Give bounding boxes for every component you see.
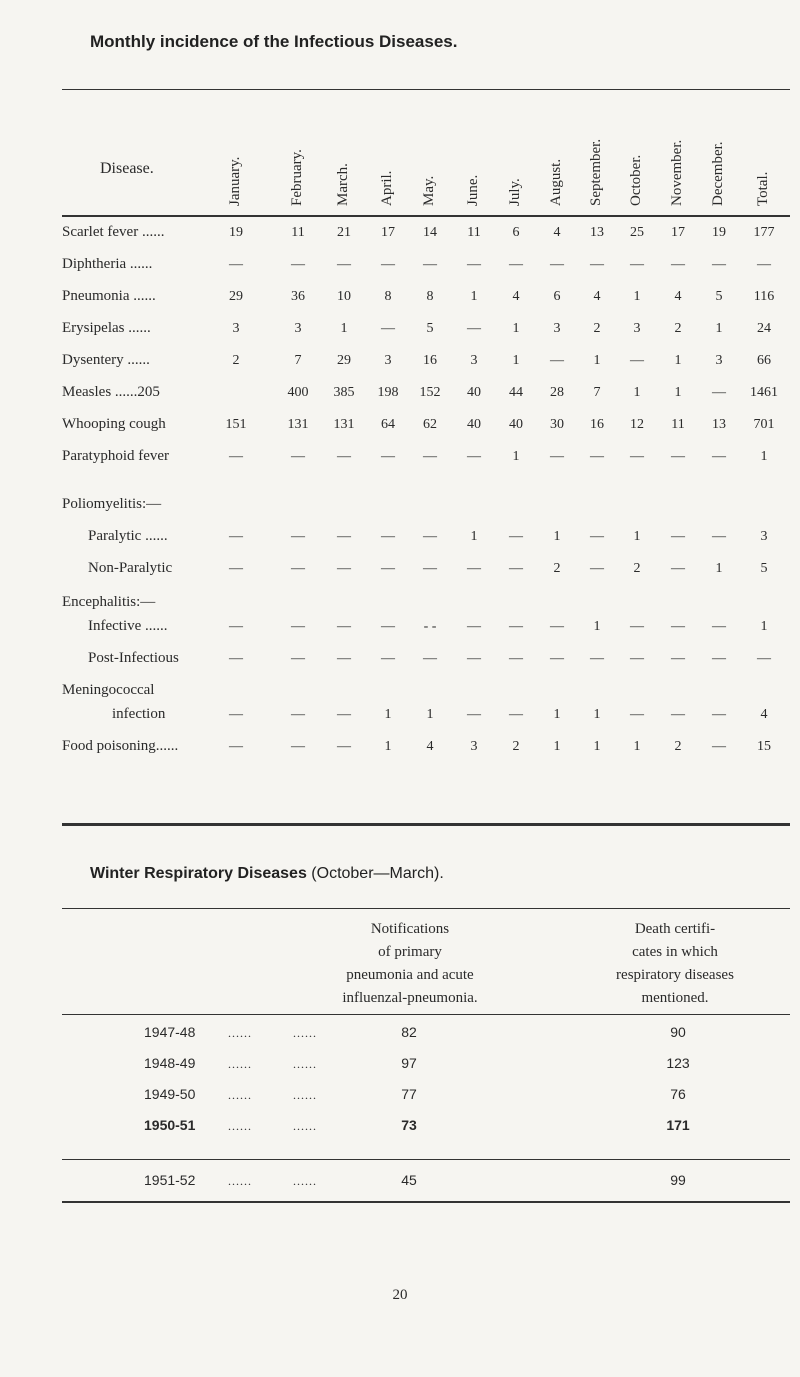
disease-label: Food poisoning......: [62, 738, 179, 754]
month-column-header: February.: [289, 149, 305, 206]
table-cell: —: [337, 707, 351, 722]
deaths-header-line: mentioned.: [641, 990, 709, 1006]
table-cell: 2: [593, 321, 601, 336]
disease-label: Paralytic ......: [88, 528, 168, 544]
disease-label: Erysipelas ......: [62, 320, 151, 336]
table-cell: 16: [590, 417, 604, 432]
table-cell: 8: [384, 289, 392, 304]
monthly-table-title: Monthly incidence of the Infectious Diseases.: [90, 32, 458, 51]
table-cell: 16: [423, 353, 437, 368]
table-cell: 4: [760, 707, 768, 722]
table-cell: 1: [512, 353, 520, 368]
table-cell: 1: [593, 353, 601, 368]
month-column-header: January.: [227, 156, 243, 206]
winter-notifications-value: 45: [401, 1172, 417, 1188]
notifications-header-line: of primary: [378, 944, 442, 960]
disease-label: Diphtheria ......: [62, 256, 153, 272]
table-cell: 2: [553, 561, 561, 576]
table-cell: —: [381, 257, 395, 272]
month-column-header: March.: [335, 163, 351, 206]
table-cell: —: [671, 257, 685, 272]
table-cell: 3: [470, 353, 478, 368]
table-cell: —: [467, 321, 481, 336]
table-cell: —: [229, 449, 243, 464]
table-cell: —: [550, 619, 564, 634]
table-cell: 3: [294, 321, 302, 336]
table-cell: —: [291, 651, 305, 666]
table-cell: 701: [753, 417, 775, 432]
table-cell: 14: [423, 225, 437, 240]
notifications-column-header: [280, 918, 540, 1010]
winter-year: 1947-48: [144, 1024, 196, 1040]
table-cell: —: [712, 739, 726, 754]
disease-label: infection: [112, 706, 166, 722]
table-cell: —: [467, 449, 481, 464]
table-cell: 3: [232, 321, 240, 336]
table-cell: —: [671, 449, 685, 464]
table-cell: —: [423, 529, 437, 544]
table-cell: 4: [426, 739, 434, 754]
table-cell: —: [291, 257, 305, 272]
winter-title-rest: (October—March).: [306, 865, 444, 882]
table-cell: —: [229, 257, 243, 272]
table-cell: —: [757, 257, 771, 272]
table-cell: —: [671, 619, 685, 634]
table-cell: —: [467, 561, 481, 576]
table-cell: —: [423, 449, 437, 464]
table-cell: —: [229, 619, 243, 634]
disease-label: Non-Paralytic: [88, 560, 173, 576]
deaths-column-header: [560, 918, 790, 1010]
winter-top-rule: [62, 908, 790, 909]
table-cell: —: [590, 529, 604, 544]
winter-year: 1951-52: [144, 1172, 196, 1188]
table-cell: —: [381, 529, 395, 544]
notifications-header-line: pneumonia and acute: [346, 967, 474, 983]
table-cell: —: [291, 707, 305, 722]
table-cell: —: [467, 651, 481, 666]
table-cell: 2: [232, 353, 240, 368]
table-cell: —: [509, 619, 523, 634]
table-cell: 5: [426, 321, 434, 336]
table-cell: 6: [512, 225, 520, 240]
table-cell: —: [381, 561, 395, 576]
table-cell: 4: [512, 289, 520, 304]
table-cell: —: [381, 651, 395, 666]
winter-dots: ......: [293, 1088, 317, 1102]
winter-title-bold: Winter Respiratory Diseases: [90, 865, 307, 882]
table-cell: —: [590, 651, 604, 666]
winter-dots: ......: [293, 1026, 317, 1040]
winter-bottom-rule: [62, 1201, 790, 1203]
table-cell: —: [229, 561, 243, 576]
table-cell: 40: [467, 417, 481, 432]
table-cell: 17: [381, 225, 395, 240]
winter-deaths-value: 171: [666, 1117, 690, 1133]
disease-label: Scarlet fever ......: [62, 224, 165, 240]
table-cell: —: [337, 651, 351, 666]
table-cell: 30: [550, 417, 564, 432]
winter-deaths-value: 123: [666, 1055, 690, 1071]
table-cell: 1: [553, 739, 561, 754]
table-cell: 1: [760, 619, 768, 634]
disease-label: Dysentery ......: [62, 352, 150, 368]
table-top-rule: [62, 89, 790, 90]
table-cell: 1: [715, 561, 723, 576]
table-cell: —: [291, 561, 305, 576]
table-cell: —: [337, 529, 351, 544]
notifications-header-line: influenzal-pneumonia.: [342, 990, 478, 1006]
table-cell: —: [509, 561, 523, 576]
table-cell: 131: [333, 417, 355, 432]
table-cell: 1: [633, 529, 641, 544]
table-cell: 40: [467, 385, 481, 400]
table-cell: —: [337, 619, 351, 634]
table-cell: —: [381, 449, 395, 464]
table-cell: —: [590, 257, 604, 272]
table-cell: 6: [553, 289, 561, 304]
table-cell: 11: [671, 417, 685, 432]
table-cell: —: [712, 651, 726, 666]
table-cell: —: [509, 257, 523, 272]
table-cell: —: [630, 651, 644, 666]
table-cell: —: [590, 561, 604, 576]
month-column-header: April.: [379, 170, 395, 206]
table-cell: 8: [426, 289, 434, 304]
table-cell: —: [671, 707, 685, 722]
table-cell: —: [381, 321, 395, 336]
disease-label: Post-Infectious: [88, 650, 179, 666]
table-cell: 15: [757, 739, 771, 754]
disease-label: Measles ......205: [62, 384, 160, 400]
table-cell: —: [550, 651, 564, 666]
table-cell: 1: [553, 707, 561, 722]
table-cell: 10: [337, 289, 351, 304]
disease-label: Infective ......: [88, 618, 168, 634]
table-cell: 1: [384, 707, 392, 722]
table-cell: —: [291, 529, 305, 544]
header-bottom-rule: [62, 215, 790, 217]
table-cell: 5: [760, 561, 768, 576]
table-cell: —: [630, 449, 644, 464]
table-cell: —: [229, 707, 243, 722]
disease-label: Encephalitis:—: [62, 594, 156, 610]
disease-label: Pneumonia ......: [62, 288, 156, 304]
table-cell: 1: [593, 739, 601, 754]
table-cell: —: [630, 707, 644, 722]
table-cell: —: [467, 257, 481, 272]
winter-dots: ......: [228, 1174, 252, 1188]
table-cell: —: [712, 257, 726, 272]
month-column-header: August.: [548, 158, 564, 206]
table-cell: —: [337, 449, 351, 464]
disease-label: Poliomyelitis:—: [62, 496, 162, 512]
table-cell: 64: [381, 417, 395, 432]
table-cell: 29: [337, 353, 351, 368]
table-cell: 3: [633, 321, 641, 336]
winter-mid-rule: [62, 1159, 790, 1160]
month-column-header: November.: [669, 139, 685, 206]
winter-dots: ......: [228, 1088, 252, 1102]
table-cell: —: [712, 707, 726, 722]
deaths-header-line: respiratory diseases: [616, 967, 734, 983]
table-cell: 1: [715, 321, 723, 336]
table-cell: —: [467, 707, 481, 722]
table-cell: 66: [757, 353, 771, 368]
table-cell: 1: [470, 289, 478, 304]
table-cell: 36: [291, 289, 305, 304]
table-cell: —: [630, 353, 644, 368]
table-cell: 385: [333, 385, 355, 400]
winter-deaths-value: 76: [670, 1086, 686, 1102]
table-cell: 3: [470, 739, 478, 754]
winter-dots: ......: [228, 1026, 252, 1040]
table-cell: —: [712, 619, 726, 634]
table-cell: 13: [590, 225, 604, 240]
table-cell: 2: [674, 321, 682, 336]
table-cell: 400: [287, 385, 309, 400]
table-cell: 1: [426, 707, 434, 722]
table-cell: —: [590, 449, 604, 464]
winter-deaths-value: 90: [670, 1024, 686, 1040]
table-cell: 25: [630, 225, 644, 240]
table-cell: —: [712, 385, 726, 400]
table-cell: —: [291, 449, 305, 464]
table-cell: 12: [630, 417, 644, 432]
table-cell: 3: [553, 321, 561, 336]
table-cell: 1: [760, 449, 768, 464]
table-cell: 2: [512, 739, 520, 754]
disease-label: Meningococcal: [62, 682, 155, 698]
table-cell: 17: [671, 225, 685, 240]
winter-year: 1948-49: [144, 1055, 196, 1071]
table-cell: —: [229, 739, 243, 754]
table-cell: —: [550, 353, 564, 368]
table-cell: 151: [225, 417, 247, 432]
winter-deaths-value: 99: [670, 1172, 686, 1188]
table-cell: —: [671, 529, 685, 544]
table-cell: —: [381, 619, 395, 634]
table-cell: 3: [760, 529, 768, 544]
deaths-header-line: cates in which: [632, 944, 718, 960]
table-cell: 1: [553, 529, 561, 544]
page-number: 20: [392, 1287, 408, 1303]
table-cell: 1: [633, 385, 641, 400]
table-cell: 19: [712, 225, 726, 240]
table-cell: 28: [550, 385, 564, 400]
table-cell: —: [509, 651, 523, 666]
table-cell: 4: [674, 289, 682, 304]
table-cell: 3: [715, 353, 723, 368]
month-column-header: September.: [588, 138, 604, 206]
table-cell: —: [630, 619, 644, 634]
table-cell: —: [671, 651, 685, 666]
table-cell: —: [712, 529, 726, 544]
table-cell: 1: [512, 449, 520, 464]
winter-notifications-value: 97: [401, 1055, 417, 1071]
table-cell: 4: [593, 289, 601, 304]
table-cell: 131: [287, 417, 309, 432]
table-cell: - -: [423, 619, 437, 634]
winter-dots: ......: [293, 1119, 317, 1133]
table-cell: 3: [384, 353, 392, 368]
winter-notifications-value: 82: [401, 1024, 417, 1040]
table-cell: 2: [633, 561, 641, 576]
notifications-header-line: Notifications: [370, 921, 450, 937]
table-cell: 21: [337, 225, 351, 240]
table-cell: —: [423, 561, 437, 576]
table-cell: 177: [753, 225, 775, 240]
deaths-header-line: Death certifi-: [634, 921, 716, 937]
winter-dots: ......: [293, 1057, 317, 1071]
table-cell: —: [630, 257, 644, 272]
table-cell: —: [671, 561, 685, 576]
table-cell: 152: [419, 385, 441, 400]
table-cell: 7: [294, 353, 302, 368]
month-column-header: December.: [710, 141, 726, 206]
table-cell: —: [757, 651, 771, 666]
table-cell: 24: [757, 321, 771, 336]
table-cell: 1: [593, 619, 601, 634]
month-column-header: October.: [628, 154, 644, 206]
table-cell: 62: [423, 417, 437, 432]
table-cell: —: [291, 619, 305, 634]
table-cell: 1: [470, 529, 478, 544]
table-cell: —: [229, 529, 243, 544]
month-column-header: July.: [507, 178, 523, 206]
disease-label: Whooping cough: [62, 416, 166, 432]
winter-notifications-value: 77: [401, 1086, 417, 1102]
table-cell: —: [291, 739, 305, 754]
table-cell: —: [229, 651, 243, 666]
table-cell: 116: [753, 289, 775, 304]
table-cell: 1: [633, 289, 641, 304]
month-column-header: Total.: [755, 171, 771, 206]
table-cell: —: [509, 529, 523, 544]
table-cell: —: [337, 739, 351, 754]
table-cell: 19: [229, 225, 243, 240]
winter-table-title: [90, 865, 444, 883]
winter-year: 1949-50: [144, 1086, 196, 1102]
table-cell: —: [550, 449, 564, 464]
month-column-header: June.: [465, 174, 481, 206]
table-cell: 11: [467, 225, 481, 240]
winter-notifications-value: 73: [401, 1117, 417, 1133]
month-column-header: May.: [421, 175, 437, 206]
table-cell: —: [509, 707, 523, 722]
winter-dots: ......: [228, 1119, 252, 1133]
table-cell: 7: [593, 385, 601, 400]
table-cell: 29: [229, 289, 243, 304]
table-cell: 1: [340, 321, 348, 336]
table-cell: 40: [509, 417, 523, 432]
table-cell: 1461: [750, 385, 778, 400]
table-cell: 13: [712, 417, 726, 432]
table-cell: 5: [715, 289, 723, 304]
table-cell: 11: [291, 225, 305, 240]
table-cell: 1: [593, 707, 601, 722]
table-bottom-rule: [62, 823, 790, 826]
table-cell: 1: [512, 321, 520, 336]
table-cell: 44: [509, 385, 523, 400]
winter-header-rule: [62, 1014, 790, 1015]
table-cell: 1: [674, 385, 682, 400]
disease-column-header: Disease.: [100, 160, 154, 177]
winter-year: 1950-51: [144, 1117, 196, 1133]
table-cell: —: [423, 257, 437, 272]
table-cell: —: [337, 257, 351, 272]
table-cell: 1: [384, 739, 392, 754]
table-cell: 1: [674, 353, 682, 368]
table-cell: —: [467, 619, 481, 634]
table-cell: —: [423, 651, 437, 666]
table-cell: 2: [674, 739, 682, 754]
winter-dots: ......: [293, 1174, 317, 1188]
winter-dots: ......: [228, 1057, 252, 1071]
table-cell: 198: [377, 385, 399, 400]
table-cell: —: [712, 449, 726, 464]
disease-label: Paratyphoid fever: [62, 448, 170, 464]
table-cell: 1: [633, 739, 641, 754]
table-cell: —: [337, 561, 351, 576]
table-cell: 4: [553, 225, 561, 240]
table-cell: —: [550, 257, 564, 272]
